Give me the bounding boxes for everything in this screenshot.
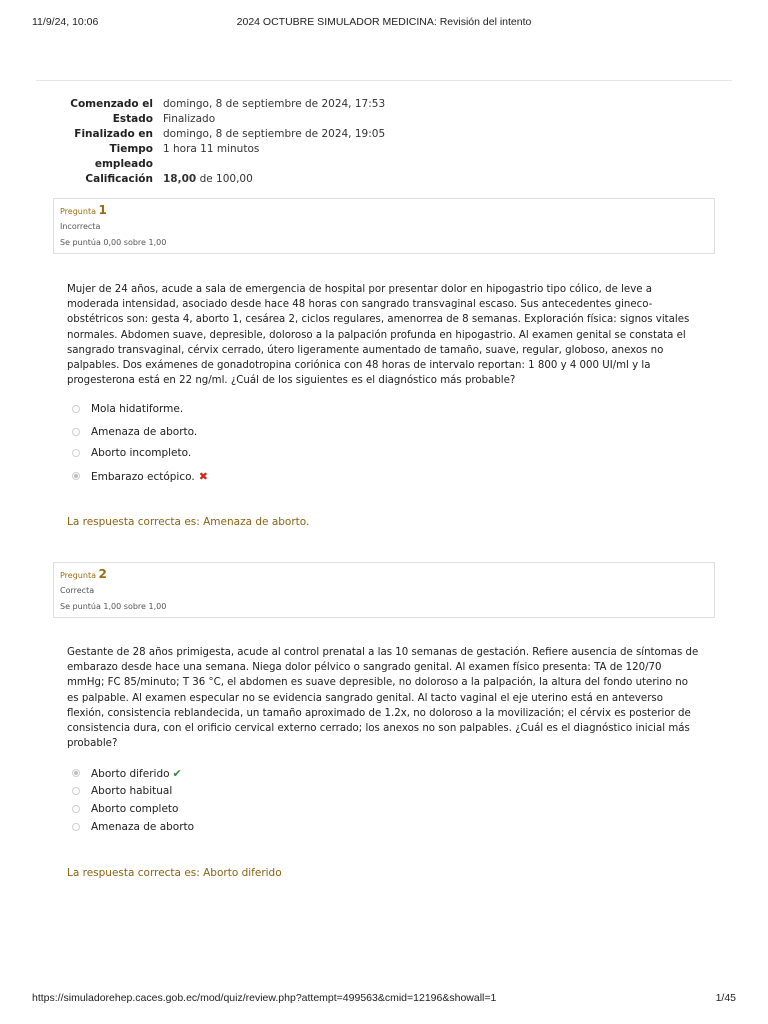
finished-label: Finalizado en <box>74 128 153 140</box>
q1-answer-d-label-wrap <box>91 469 208 485</box>
q1-answer-a-label: Mola hidatiforme. <box>91 403 184 415</box>
question-1-grade: Se puntúa 0,00 sobre 1,00 <box>60 238 167 247</box>
q2-answer-a-label: Aborto diferido <box>91 768 170 780</box>
q1-answer-c-label: Aborto incompleto. <box>91 447 192 459</box>
grade-label: Calificación <box>85 173 153 185</box>
question-2-number <box>60 567 708 583</box>
state-label: Estado <box>112 113 153 125</box>
q2-answer-b[interactable] <box>72 784 572 799</box>
correct-check-icon: ✔ <box>172 767 182 780</box>
q2-answer-d[interactable] <box>72 820 572 835</box>
question-1-answers <box>72 402 572 484</box>
q2-answer-c-label: Aborto completo <box>91 803 179 815</box>
state-value: Finalizado <box>163 113 216 125</box>
question-2-feedback: La respuesta correcta es: Aborto diferido <box>67 867 282 879</box>
print-footer <box>32 992 736 1006</box>
time-label-line-1: Tiempo <box>109 143 153 155</box>
question-1-text: Mujer de 24 años, acude a sala de emergencia de hospital por presentar dolor en hipogastrio tipo cólico, de leve a moderada intensidad, asociado desde hace 48 horas con sangrado transvaginal escaso. Sus antecedentes gineco-obstétricos son: gesta 4, aborto 1, cesárea 2, ciclos regulares, amenorrea de 8 semanas. Exploración física: signos vitales normales. Abdomen suave, depresible, doloroso a la palpación profunda en hipogastrio. Al examen genital se constata el sangrado transvaginal, cérvix cerrado, útero ligeramente aumentado de tamaño, suave, regular, globoso, anexos no palpables. Dos exámenes de gonadotropina coriónica con 48 horas de intervalo reportan: 1 800 y 4 000 UI/ml y la progesterona está en 22 ng/ml. ¿Cuál de los siguientes es el diagnóstico más probable? <box>67 284 690 387</box>
question-2-label: Pregunta <box>60 571 96 580</box>
q2-answer-a-label-wrap <box>91 766 182 782</box>
q2-answer-b-radio[interactable] <box>72 787 80 795</box>
time-label <box>36 142 163 172</box>
incorrect-cross-icon: ✖ <box>198 470 208 483</box>
summary-row-time <box>36 142 536 172</box>
question-1-feedback: La respuesta correcta es: Amenaza de aborto. <box>67 516 310 528</box>
q2-answer-c[interactable] <box>72 802 572 817</box>
print-title: 2024 OCTUBRE SIMULADOR MEDICINA: Revisión del intento <box>236 16 532 28</box>
question-2-text: Gestante de 28 años primigesta, acude al control prenatal a las 10 semanas de gestación. Refiere ausencia de síntomas de embarazo desde hace una semana. Niega dolor pélvico o sangrado genital. Al examen físico presenta: TA de 120/70 mmHg; FC 85/minuto; T 36 °C, el abdomen es suave depresible, no doloroso a la palpación, la altura del fondo uterino no es palpable. Al examen especular no se evidencia sangrado genital. Al tacto vaginal el eje uterino está en anteverso flexión, consistencia reblandecida, un tamaño aproximado de 1.2x, no doloroso a la movilización; el cérvix es posterior de consistencia dura, con el orificio cervical externo cerrado; los anexos no son palpables. ¿Cuál es el diagnóstico inicial más probable? <box>67 647 699 750</box>
summary-row-started <box>36 97 536 112</box>
q1-answer-d[interactable] <box>72 469 572 484</box>
q1-answer-a[interactable] <box>72 402 572 417</box>
q2-answer-b-label: Aborto habitual <box>91 785 173 797</box>
q1-answer-d-label: Embarazo ectópico. <box>91 471 195 483</box>
grade-value-cell <box>163 172 536 187</box>
question-2-number-value: 2 <box>98 567 107 581</box>
question-1-label: Pregunta <box>60 207 96 216</box>
question-1-number-value: 1 <box>98 203 107 217</box>
question-2-answers <box>72 766 572 835</box>
q2-answer-a[interactable] <box>72 766 572 781</box>
question-2-grade: Se puntúa 1,00 sobre 1,00 <box>60 602 167 611</box>
top-divider <box>36 80 732 81</box>
grade-value: 18,00 <box>163 173 197 185</box>
q1-answer-b-label: Amenaza de aborto. <box>91 426 198 438</box>
q1-answer-c-radio[interactable] <box>72 449 80 457</box>
q2-answer-d-label: Amenaza de aborto <box>91 821 195 833</box>
question-1-number <box>60 203 708 219</box>
time-label-line-2: empleado <box>94 158 153 170</box>
q2-answer-d-radio[interactable] <box>72 823 80 831</box>
attempt-summary-table <box>36 97 536 187</box>
print-page-number: 1/45 <box>715 992 736 1004</box>
print-url: https://simuladorehep.caces.gob.ec/mod/quiz/review.php?attempt=499563&cmid=12196&showall=1 <box>32 992 497 1004</box>
print-datetime: 11/9/24, 10:06 <box>32 16 99 28</box>
question-1-state: Incorrecta <box>60 222 101 231</box>
print-header <box>32 16 736 30</box>
q1-answer-a-radio[interactable] <box>72 405 80 413</box>
q1-answer-b-radio[interactable] <box>72 428 80 436</box>
q1-answer-d-radio-selected[interactable] <box>72 472 80 480</box>
grade-suffix: de 100,00 <box>199 173 253 185</box>
started-label: Comenzado el <box>70 98 153 110</box>
summary-row-grade <box>36 172 536 187</box>
q1-answer-c[interactable] <box>72 446 572 461</box>
time-value: 1 hora 11 minutos <box>163 143 260 155</box>
question-1-info <box>53 198 715 254</box>
started-value: domingo, 8 de septiembre de 2024, 17:53 <box>163 98 386 110</box>
summary-row-finished <box>36 127 536 142</box>
q2-answer-a-radio-selected[interactable] <box>72 769 80 777</box>
finished-value: domingo, 8 de septiembre de 2024, 19:05 <box>163 128 386 140</box>
q2-answer-c-radio[interactable] <box>72 805 80 813</box>
question-2-info <box>53 562 715 618</box>
question-2-state: Correcta <box>60 586 95 595</box>
q1-answer-b[interactable] <box>72 425 572 440</box>
summary-row-state <box>36 112 536 127</box>
